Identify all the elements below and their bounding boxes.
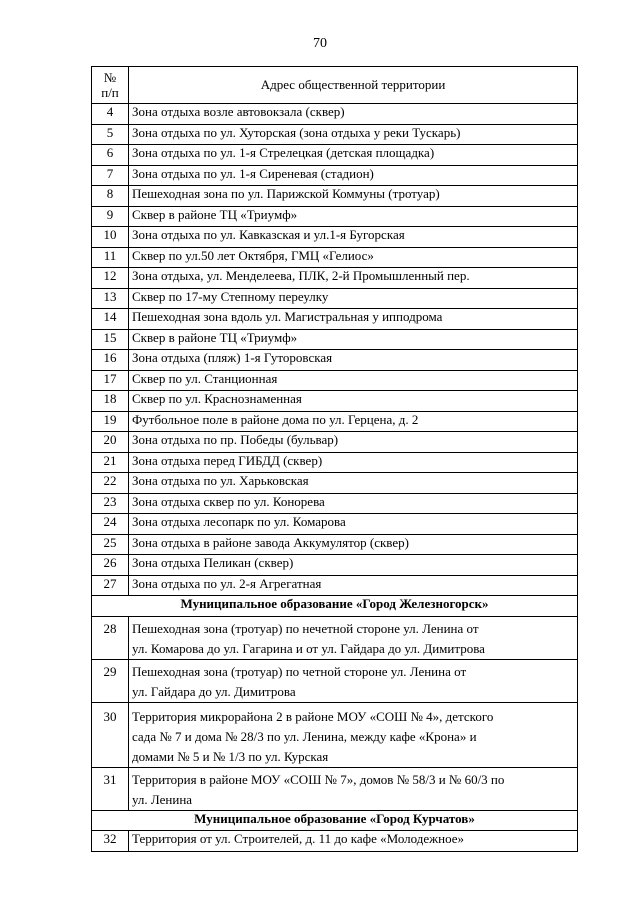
section-heading-kurchatov xyxy=(92,810,578,831)
row-address: Зона отдыха по ул. Харьковская xyxy=(129,473,578,494)
public-territories-table xyxy=(91,66,578,852)
table-row xyxy=(92,145,578,166)
section-title: Муниципальное образование «Город Железногорск» xyxy=(92,596,578,617)
row-address-line: ул. Гайдара до ул. Димитрова xyxy=(132,683,296,699)
table-header-row xyxy=(92,67,578,104)
row-number: 32 xyxy=(92,831,129,852)
row-number: 30 xyxy=(92,702,129,767)
row-address: Пешеходная зона по ул. Парижской Коммуны (тротуар) xyxy=(129,186,578,207)
row-address: Сквер по 17-му Степному переулку xyxy=(129,288,578,309)
row-number: 31 xyxy=(92,767,129,810)
row-address: Зона отдыха по ул. Кавказская и ул.1-я Бугорская xyxy=(129,227,578,248)
table-row xyxy=(92,767,578,810)
row-number: 23 xyxy=(92,493,129,514)
row-number: 13 xyxy=(92,288,129,309)
row-address-line: Пешеходная зона (тротуар) по нечетной стороне ул. Ленина от xyxy=(132,620,479,636)
row-address-line: Территория в районе МОУ «СОШ № 7», домов № 58/3 и № 60/3 по xyxy=(132,771,505,787)
row-number: 16 xyxy=(92,350,129,371)
table-row xyxy=(92,473,578,494)
table-row xyxy=(92,411,578,432)
row-address: Зона отдыха по пр. Победы (бульвар) xyxy=(129,432,578,453)
table-row xyxy=(92,616,578,659)
row-number: 17 xyxy=(92,370,129,391)
row-address: Зона отдыха лесопарк по ул. Комарова xyxy=(129,514,578,535)
column-header-number xyxy=(92,67,129,104)
table-row xyxy=(92,165,578,186)
row-number: 25 xyxy=(92,534,129,555)
row-address: Зона отдыха по ул. Хуторская (зона отдыха у реки Тускарь) xyxy=(129,124,578,145)
row-number: 27 xyxy=(92,575,129,596)
row-address-line: ул. Комарова до ул. Гагарина и от ул. Гайдара до ул. Димитрова xyxy=(132,640,485,656)
table-row xyxy=(92,555,578,576)
row-address: Зона отдыха по ул. 1-я Стрелецкая (детская площадка) xyxy=(129,145,578,166)
table-row xyxy=(92,702,578,767)
row-number: 15 xyxy=(92,329,129,350)
row-number: 14 xyxy=(92,309,129,330)
table-row xyxy=(92,124,578,145)
table-row xyxy=(92,288,578,309)
header-num-abbr: п/п xyxy=(101,85,119,100)
row-number: 21 xyxy=(92,452,129,473)
table-row xyxy=(92,268,578,289)
row-address: Сквер по ул. Краснознаменная xyxy=(129,391,578,412)
column-header-address: Адрес общественной территории xyxy=(129,67,578,104)
row-address: Территория от ул. Строителей, д. 11 до кафе «Молодежное» xyxy=(129,831,578,852)
row-address-line: Пешеходная зона (тротуар) по четной стороне ул. Ленина от xyxy=(132,663,467,679)
row-number: 9 xyxy=(92,206,129,227)
row-address xyxy=(129,616,578,659)
row-number: 6 xyxy=(92,145,129,166)
table-row xyxy=(92,104,578,125)
table-row xyxy=(92,391,578,412)
row-number: 11 xyxy=(92,247,129,268)
row-address: Зона отдыха по ул. 1-я Сиреневая (стадион) xyxy=(129,165,578,186)
row-number: 18 xyxy=(92,391,129,412)
row-address-line: домами № 5 и № 1/3 по ул. Курская xyxy=(132,748,329,764)
row-number: 20 xyxy=(92,432,129,453)
row-number: 5 xyxy=(92,124,129,145)
table-row xyxy=(92,493,578,514)
table-row xyxy=(92,247,578,268)
row-address: Зона отдыха перед ГИБДД (сквер) xyxy=(129,452,578,473)
section-title: Муниципальное образование «Город Курчатов» xyxy=(92,810,578,831)
row-address: Зона отдыха сквер по ул. Конорева xyxy=(129,493,578,514)
row-address: Зона отдыха Пеликан (сквер) xyxy=(129,555,578,576)
table-row xyxy=(92,575,578,596)
row-address: Сквер по ул.50 лет Октября, ГМЦ «Гелиос» xyxy=(129,247,578,268)
row-address: Пешеходная зона вдоль ул. Магистральная у ипподрома xyxy=(129,309,578,330)
row-number: 24 xyxy=(92,514,129,535)
row-address: Сквер в районе ТЦ «Триумф» xyxy=(129,206,578,227)
row-number: 7 xyxy=(92,165,129,186)
table-row xyxy=(92,370,578,391)
row-number: 22 xyxy=(92,473,129,494)
table-row xyxy=(92,452,578,473)
row-address xyxy=(129,659,578,702)
row-number: 10 xyxy=(92,227,129,248)
row-number: 12 xyxy=(92,268,129,289)
row-address: Зона отдыха возле автовокзала (сквер) xyxy=(129,104,578,125)
table-row xyxy=(92,534,578,555)
row-number: 19 xyxy=(92,411,129,432)
table-row xyxy=(92,659,578,702)
row-address: Сквер в районе ТЦ «Триумф» xyxy=(129,329,578,350)
row-number: 29 xyxy=(92,659,129,702)
table-body xyxy=(92,104,578,852)
section-heading-zheleznogorsk xyxy=(92,596,578,617)
row-address-line: сада № 7 и дома № 28/3 по ул. Ленина, между кафе «Крона» и xyxy=(132,728,477,744)
row-number: 4 xyxy=(92,104,129,125)
row-address: Футбольное поле в районе дома по ул. Герцена, д. 2 xyxy=(129,411,578,432)
page-number: 70 xyxy=(313,36,327,51)
row-address xyxy=(129,767,578,810)
row-address xyxy=(129,702,578,767)
row-number: 28 xyxy=(92,616,129,659)
row-number: 26 xyxy=(92,555,129,576)
table-row xyxy=(92,514,578,535)
table-row xyxy=(92,309,578,330)
table-row xyxy=(92,186,578,207)
row-address: Зона отдыха (пляж) 1-я Гуторовская xyxy=(129,350,578,371)
table-row xyxy=(92,329,578,350)
table-row xyxy=(92,227,578,248)
table-row xyxy=(92,206,578,227)
row-address: Зона отдыха по ул. 2-я Агрегатная xyxy=(129,575,578,596)
row-address: Сквер по ул. Станционная xyxy=(129,370,578,391)
row-address: Зона отдыха, ул. Менделеева, ПЛК, 2-й Промышленный пер. xyxy=(129,268,578,289)
row-number: 8 xyxy=(92,186,129,207)
header-num-symbol: № xyxy=(103,70,117,85)
row-address: Зона отдыха в районе завода Аккумулятор (сквер) xyxy=(129,534,578,555)
table-row xyxy=(92,350,578,371)
row-address-line: ул. Ленина xyxy=(132,791,193,807)
row-address-line: Территория микрорайона 2 в районе МОУ «СОШ № 4», детского xyxy=(132,708,494,724)
table-row xyxy=(92,432,578,453)
table-row xyxy=(92,831,578,852)
